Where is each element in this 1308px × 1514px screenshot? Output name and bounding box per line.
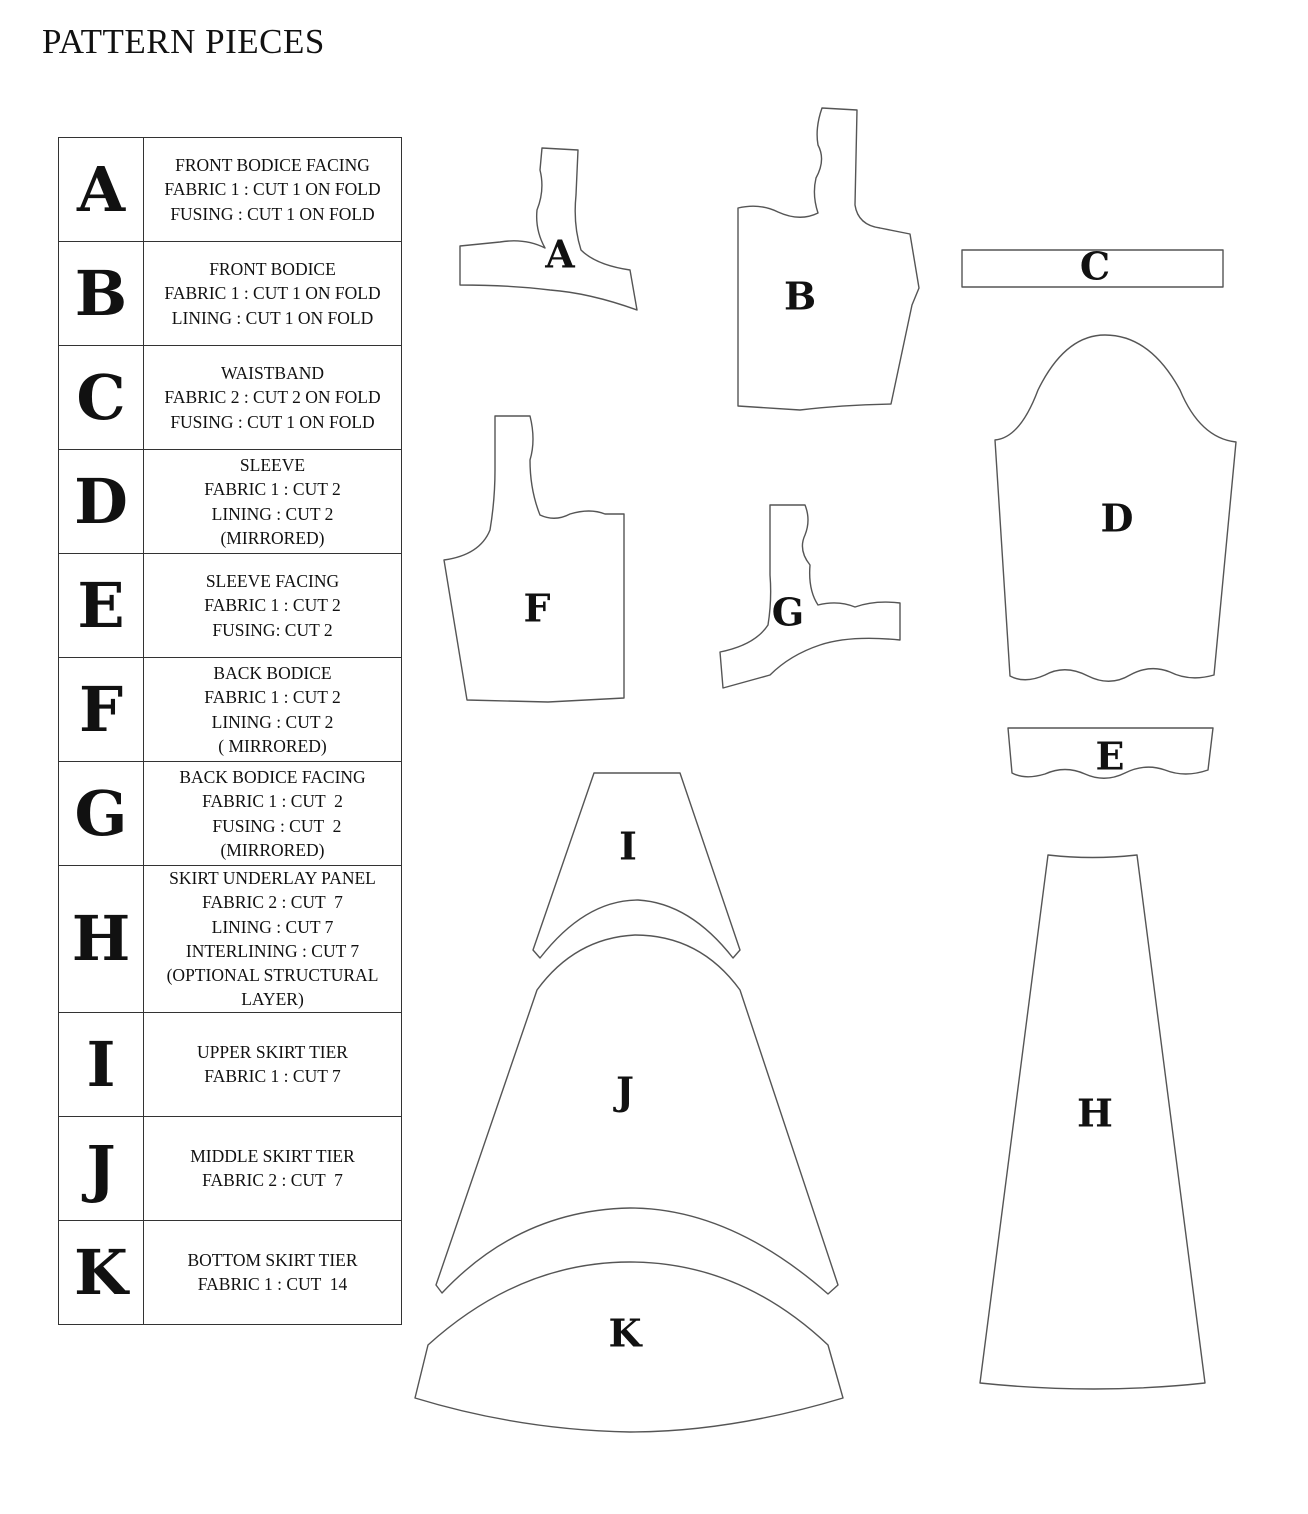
- piece-outline: [720, 505, 900, 688]
- piece-label: D: [1100, 495, 1134, 541]
- legend-line: FUSING : CUT 2: [203, 815, 342, 836]
- legend-line: FUSING: CUT 2: [212, 619, 333, 640]
- legend-line: FABRIC 1 : CUT 2: [204, 479, 341, 500]
- pattern-piece-f: [444, 416, 624, 702]
- legend-line: BACK BODICE: [213, 662, 332, 683]
- legend-line: LINING : CUT 7: [211, 916, 334, 937]
- piece-outline: [436, 935, 838, 1294]
- legend-line: SLEEVE FACING: [205, 571, 340, 592]
- legend-line: FABRIC 1 : CUT 1 ON FOLD: [164, 179, 381, 200]
- pattern-piece-c: [962, 244, 1223, 289]
- pattern-piece-a: [460, 148, 637, 310]
- legend-letter: B: [59, 242, 144, 346]
- legend-letter: H: [59, 866, 144, 1013]
- legend-line: FABRIC 1 : CUT 7: [204, 1066, 341, 1087]
- legend-letter: D: [59, 450, 144, 554]
- legend-line: FABRIC 1 : CUT 2: [204, 687, 341, 708]
- legend-line: LINING : CUT 2: [211, 503, 334, 524]
- piece-label: J: [616, 1068, 634, 1114]
- pattern-piece-g: [720, 505, 900, 688]
- piece-outline: [738, 108, 919, 410]
- piece-outline: [444, 416, 624, 702]
- legend-line: FABRIC 1 : CUT 14: [197, 1274, 348, 1295]
- legend-letter: A: [59, 138, 144, 242]
- legend-line: (MIRRORED): [220, 527, 325, 548]
- pattern-piece-h: [980, 855, 1205, 1389]
- legend-line: FABRIC 1 : CUT 2: [202, 791, 343, 812]
- pattern-piece-k: [415, 1262, 843, 1432]
- piece-label: I: [619, 823, 637, 869]
- pattern-piece-d: [995, 335, 1236, 681]
- legend-line: WAISTBAND: [220, 363, 325, 384]
- legend-line: SKIRT UNDERLAY PANEL: [169, 868, 376, 888]
- legend-line: FRONT BODICE: [209, 259, 336, 280]
- page-title: PATTERN PIECES: [42, 22, 325, 61]
- legend-line: SLEEVE: [239, 454, 306, 475]
- piece-label: K: [608, 1310, 642, 1356]
- legend-line: BACK BODICE FACING: [179, 766, 366, 787]
- legend-letter: I: [59, 1012, 144, 1116]
- legend-line: FABRIC 2 : CUT 7: [202, 892, 343, 913]
- legend-line: INTERLINING : CUT 7: [185, 940, 360, 961]
- legend-line: LINING : CUT 2: [211, 711, 334, 732]
- legend-letter: K: [59, 1220, 144, 1324]
- legend-letter: G: [59, 762, 144, 866]
- pattern-piece-i: [533, 773, 740, 958]
- piece-label: F: [523, 585, 551, 631]
- piece-label: A: [545, 231, 575, 277]
- legend-line: LAYER): [241, 989, 304, 1010]
- legend-line: FABRIC 2 : CUT 2 ON FOLD: [164, 387, 381, 408]
- legend-line: ( MIRRORED): [218, 735, 327, 756]
- piece-label: G: [771, 589, 805, 635]
- legend-letter: F: [59, 658, 144, 762]
- legend-letter: J: [59, 1116, 144, 1220]
- legend-line: MIDDLE SKIRT TIER: [190, 1145, 355, 1166]
- legend-letter: E: [59, 554, 144, 658]
- pattern-piece-e: [1008, 728, 1213, 779]
- legend-line: FABRIC 1 : CUT 2: [204, 595, 341, 616]
- pattern-piece-b: [738, 108, 919, 410]
- legend-line: FUSING : CUT 1 ON FOLD: [170, 411, 375, 432]
- piece-label: B: [783, 273, 817, 319]
- piece-label: E: [1095, 733, 1125, 779]
- legend-line: (MIRRORED): [220, 839, 325, 860]
- legend-line: FABRIC 1 : CUT 1 ON FOLD: [164, 283, 381, 304]
- piece-label: H: [1077, 1090, 1113, 1136]
- legend-line: FABRIC 2 : CUT 7: [202, 1170, 343, 1191]
- pattern-piece-j: [436, 935, 838, 1294]
- legend-letter: C: [59, 346, 144, 450]
- legend-line: FUSING : CUT 1 ON FOLD: [170, 203, 375, 224]
- piece-label: C: [1079, 243, 1111, 289]
- legend-line: LINING : CUT 1 ON FOLD: [171, 307, 374, 328]
- piece-outline: [460, 148, 637, 310]
- legend-line: UPPER SKIRT TIER: [197, 1041, 348, 1062]
- legend-line: (OPTIONAL STRUCTURAL: [166, 965, 379, 986]
- legend-line: FRONT BODICE FACING: [175, 155, 370, 176]
- legend-line: BOTTOM SKIRT TIER: [187, 1249, 358, 1270]
